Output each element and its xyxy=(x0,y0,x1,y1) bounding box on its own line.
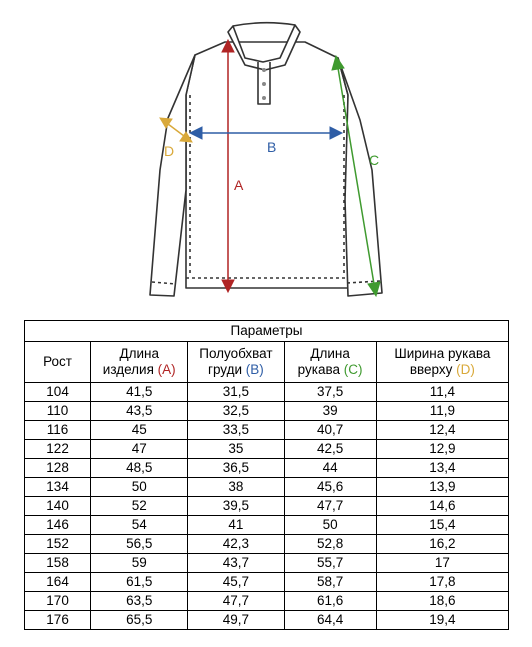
table-cell: 64,4 xyxy=(284,611,376,630)
table-cell: 33,5 xyxy=(188,421,284,440)
header-text: груди xyxy=(208,362,246,377)
table-cell: 48,5 xyxy=(91,459,188,478)
table-cell: 45,7 xyxy=(188,573,284,592)
table-row xyxy=(25,516,509,535)
table-cell: 11,4 xyxy=(376,383,508,402)
header-line xyxy=(188,362,283,378)
table-cell: 45,6 xyxy=(284,478,376,497)
table-header-cell xyxy=(91,342,188,383)
table-cell: 110 xyxy=(25,402,91,421)
table-cell: 65,5 xyxy=(91,611,188,630)
table-cell: 56,5 xyxy=(91,535,188,554)
table-body xyxy=(25,383,509,630)
table-cell: 116 xyxy=(25,421,91,440)
table-row xyxy=(25,497,509,516)
table-cell: 63,5 xyxy=(91,592,188,611)
table-cell: 39,5 xyxy=(188,497,284,516)
table-cell: 13,4 xyxy=(376,459,508,478)
table-cell: 47,7 xyxy=(284,497,376,516)
table-cell: 146 xyxy=(25,516,91,535)
table-cell: 50 xyxy=(91,478,188,497)
label-c: C xyxy=(369,152,380,168)
table-cell: 31,5 xyxy=(188,383,284,402)
table-header-cell xyxy=(284,342,376,383)
table-cell: 40,7 xyxy=(284,421,376,440)
table-cell: 42,5 xyxy=(284,440,376,459)
table-cell: 140 xyxy=(25,497,91,516)
table-cell: 50 xyxy=(284,516,376,535)
table-cell: 15,4 xyxy=(376,516,508,535)
table-row xyxy=(25,478,509,497)
header-line xyxy=(285,362,376,378)
table-cell: 43,5 xyxy=(91,402,188,421)
table-cell: 158 xyxy=(25,554,91,573)
header-line: Длина xyxy=(310,346,350,361)
header-mark: (A) xyxy=(157,362,176,377)
label-b: B xyxy=(267,139,277,155)
table-cell: 41 xyxy=(188,516,284,535)
table-row xyxy=(25,592,509,611)
table-cell: 59 xyxy=(91,554,188,573)
header-text: вверху xyxy=(409,362,457,377)
table-cell: 38 xyxy=(188,478,284,497)
table-cell: 19,4 xyxy=(376,611,508,630)
garment-diagram xyxy=(0,0,532,318)
table-cell: 12,4 xyxy=(376,421,508,440)
table-header-cell xyxy=(25,342,91,383)
table-cell: 61,6 xyxy=(284,592,376,611)
table-row xyxy=(25,554,509,573)
table-row xyxy=(25,383,509,402)
table-cell: 52,8 xyxy=(284,535,376,554)
table-cell: 13,9 xyxy=(376,478,508,497)
table-cell: 16,2 xyxy=(376,535,508,554)
table-row xyxy=(25,459,509,478)
table-cell: 47,7 xyxy=(188,592,284,611)
table-row xyxy=(25,535,509,554)
table-cell: 152 xyxy=(25,535,91,554)
table-row xyxy=(25,440,509,459)
table-caption: Параметры xyxy=(25,321,509,342)
table-cell: 122 xyxy=(25,440,91,459)
table-cell: 164 xyxy=(25,573,91,592)
table-cell: 55,7 xyxy=(284,554,376,573)
table-header-cell xyxy=(376,342,508,383)
size-table xyxy=(24,320,509,630)
table-cell: 54 xyxy=(91,516,188,535)
header-text: рукава xyxy=(297,362,344,377)
table-cell: 17,8 xyxy=(376,573,508,592)
table-cell: 170 xyxy=(25,592,91,611)
table-cell: 43,7 xyxy=(188,554,284,573)
table-header-cell xyxy=(188,342,284,383)
table-cell: 11,9 xyxy=(376,402,508,421)
header-line: Длина xyxy=(119,346,159,361)
table-cell: 36,5 xyxy=(188,459,284,478)
header-mark: (B) xyxy=(245,362,264,377)
header-mark: (D) xyxy=(456,362,475,377)
table-cell: 18,6 xyxy=(376,592,508,611)
header-text: изделия xyxy=(102,362,158,377)
table-cell: 39 xyxy=(284,402,376,421)
table-cell: 134 xyxy=(25,478,91,497)
table-cell: 35 xyxy=(188,440,284,459)
table-header-row xyxy=(25,342,509,383)
table-cell: 37,5 xyxy=(284,383,376,402)
table-row xyxy=(25,402,509,421)
table-cell: 104 xyxy=(25,383,91,402)
table-cell: 61,5 xyxy=(91,573,188,592)
header-line: Полуобхват xyxy=(199,346,273,361)
table-cell: 32,5 xyxy=(188,402,284,421)
table-cell: 12,9 xyxy=(376,440,508,459)
table-cell: 176 xyxy=(25,611,91,630)
label-d: D xyxy=(164,143,175,159)
table-cell: 17 xyxy=(376,554,508,573)
table-cell: 45 xyxy=(91,421,188,440)
table-cell: 44 xyxy=(284,459,376,478)
table-cell: 52 xyxy=(91,497,188,516)
header-line: Ширина рукава xyxy=(394,346,491,361)
header-mark: (C) xyxy=(343,362,363,377)
table-cell: 41,5 xyxy=(91,383,188,402)
table-cell: 14,6 xyxy=(376,497,508,516)
polo-shirt-outline xyxy=(150,23,382,296)
table-cell: 58,7 xyxy=(284,573,376,592)
label-a: A xyxy=(234,177,244,193)
header-line xyxy=(91,362,187,378)
table-cell: 49,7 xyxy=(188,611,284,630)
table-row xyxy=(25,573,509,592)
table-row xyxy=(25,611,509,630)
header-line xyxy=(377,362,508,378)
table-cell: 47 xyxy=(91,440,188,459)
header-line: Рост xyxy=(43,354,72,369)
table-cell: 42,3 xyxy=(188,535,284,554)
table-cell: 128 xyxy=(25,459,91,478)
table-row xyxy=(25,421,509,440)
